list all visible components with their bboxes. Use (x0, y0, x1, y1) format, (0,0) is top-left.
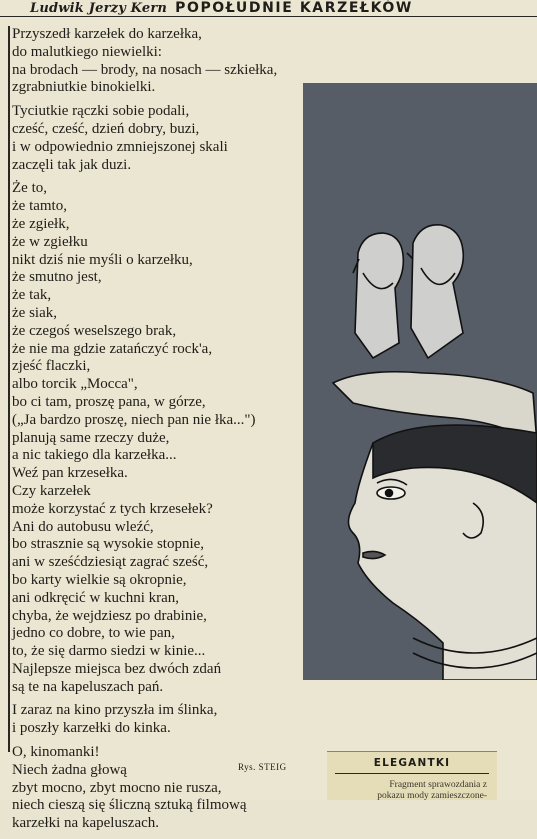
poem-line: zbyt mocno, zbyt mocno nie rusza, (12, 779, 222, 796)
poem-line: Tyciutkie rączki sobie podali, (12, 103, 190, 120)
poem-line: Najlepsze miejsca bez dwóch zdań (12, 660, 222, 677)
poem-line: Weź pan krzesełka. (12, 465, 128, 482)
poem-line: („Ja bardzo proszę, niech pan nie łka...") (12, 411, 256, 428)
poem-line: to, że się darmo siedzi w kinie... (12, 643, 206, 660)
poem-line: że siak, (12, 304, 57, 321)
poem-line: Przyszedł karzełek do karzełka, (12, 26, 202, 42)
poem-line: zjeść flaczki, (12, 358, 91, 375)
poem-line: chyba, że wejdziesz po drabinie, (12, 607, 207, 624)
poem-line: Ani do autobusu wleźć, (12, 518, 154, 535)
poem-line: że czegoś weselszego brak, (12, 322, 177, 339)
poem-line: że tamto, (12, 198, 67, 215)
poem-line: i poszły karzełki do kinka. (12, 720, 171, 737)
poem-line: niech cieszą się śliczną sztuką filmową (12, 797, 247, 814)
hat-illustration (303, 83, 537, 680)
poem-line: albo torcik „Mocca", (12, 376, 138, 393)
article-header (0, 0, 537, 17)
poem-line: że zgiełk, (12, 215, 70, 232)
poem-line: zgrabniutkie binokielki. (12, 79, 156, 96)
poem-line: i w odpowiednio zmniejszonej skali (12, 138, 228, 155)
article-title: POPOŁUDNIE KARZEŁKÓW (175, 0, 413, 16)
poem-line: że w zgiełku (12, 233, 88, 250)
poem-stanza (12, 180, 342, 696)
illustration-dwarfs-on-hat (303, 83, 537, 680)
poem-line: są te na kapeluszach pań. (12, 678, 164, 695)
poem-line: cześć, cześć, dzień dobry, buzi, (12, 120, 200, 137)
poem-line: że nie ma gdzie zatańczyć rock'a, (12, 340, 213, 357)
poem-line: że smutno jest, (12, 269, 102, 286)
poem-line: nikt dziś nie myśli o karzełku, (12, 251, 193, 268)
poem-line: ani odkręcić w kuchni kran, (12, 589, 180, 606)
poem-line: planują same rzeczy duże, (12, 429, 170, 446)
poem-line: do malutkiego niewielki: (12, 43, 162, 60)
poem-stanza (12, 26, 342, 97)
sidebar-elegantki (327, 751, 497, 800)
poem-line: a nic takiego dla karzełka... (12, 447, 177, 464)
poem-line: jedno co dobre, to wie pan, (12, 625, 175, 642)
page-margin (497, 751, 537, 800)
poem-line: I zaraz na kino przyszła im ślinka, (12, 702, 218, 719)
author-name: Ludwik Jerzy Kern (30, 0, 168, 16)
sidebar-line: pokazu mody zamieszczone- (377, 791, 487, 801)
poem-line: Czy karzełek (12, 482, 91, 499)
left-column-rule (8, 26, 10, 752)
poem-line: karzełki na kapeluszach. (12, 815, 160, 832)
sidebar-heading: ELEGANTKI (335, 752, 489, 774)
poem-line: że tak, (12, 287, 52, 304)
sidebar-line: Fragment sprawozdania z (389, 780, 487, 790)
poem-line: bo strasznie są wysokie stopnie, (12, 536, 205, 553)
poem-stanza (12, 744, 342, 833)
poem-stanza (12, 103, 342, 174)
poem-line: bo karty wielkie są okropnie, (12, 571, 187, 588)
poem-line: bo ci tam, proszę pana, w górze, (12, 393, 206, 410)
illustration-credit: Rys. STEIG (238, 762, 287, 772)
poem-line: na brodach — brody, na nosach — szkiełka, (12, 61, 278, 78)
poem-line: zaczęli tak jak duzi. (12, 156, 132, 173)
poem-line: Niech żadna głową (12, 761, 127, 778)
poem-line: ani w sześćdziesiąt zagrać sześć, (12, 554, 209, 571)
poem-line: Że to, (12, 180, 47, 197)
poem-body (12, 26, 342, 839)
poem-stanza (12, 702, 342, 738)
poem-line: O, kinomanki! (12, 744, 100, 761)
sidebar-text (327, 774, 497, 802)
poem-line: może korzystać z tych krzesełek? (12, 500, 213, 517)
